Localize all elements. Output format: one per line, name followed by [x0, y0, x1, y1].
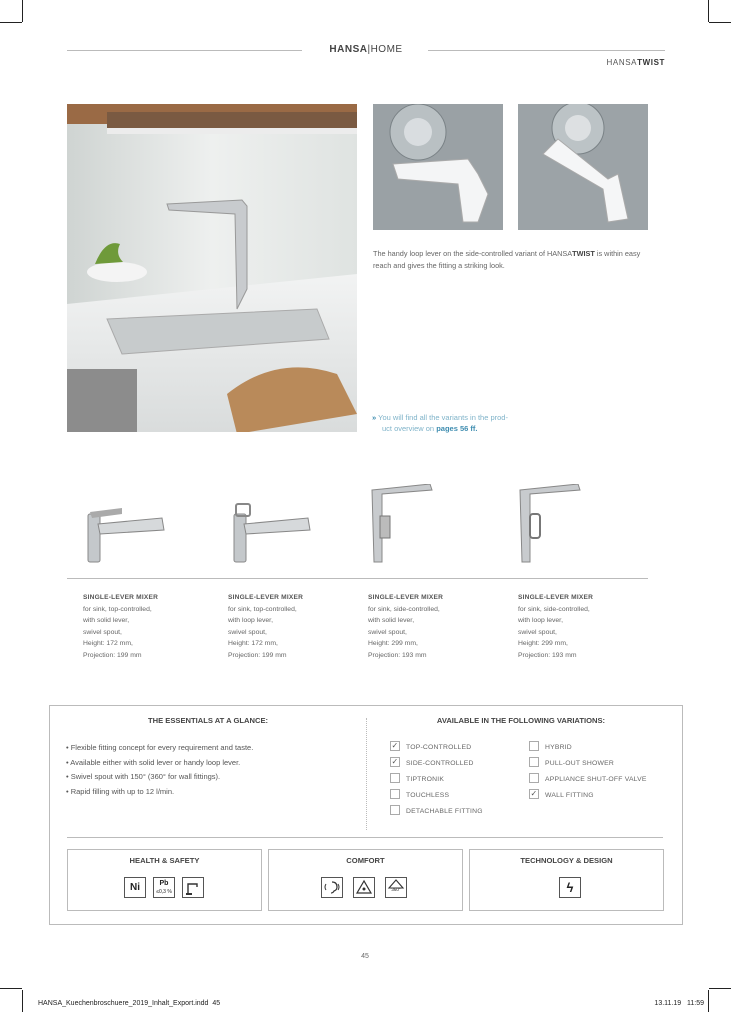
checkbox-empty-icon: [529, 757, 539, 767]
swivel-360-icon: 360°: [385, 877, 407, 898]
variants-overview-link[interactable]: » You will find all the variants in the prod- uct overview on pages 56 ff.: [372, 413, 508, 433]
checkbox-checked-icon: ✓: [530, 789, 538, 799]
product-description-4: SINGLE-LEVER MIXER for sink, side-controlled, with loop lever, swivel spout, Height: 299 mm, Projection: 193 mm: [518, 592, 638, 662]
product-image-2: [228, 500, 314, 564]
variations-heading: AVAILABLE IN THE FOLLOWING VARIATIONS:: [436, 716, 606, 725]
crop-mark: [709, 988, 731, 989]
health-safety-box: [67, 849, 262, 911]
crop-mark: [708, 990, 709, 1012]
lead-content-icon: Pb ≤0,3 %: [153, 877, 175, 898]
sound-insulation-icon: [321, 877, 343, 898]
variation-tiptronik: TIPTRONIK: [390, 774, 444, 786]
page-number: 45: [361, 953, 369, 960]
brand-logo: HANSA|HOME: [329, 44, 403, 55]
header-rule-right: [428, 50, 665, 51]
detail-photo-1: [373, 104, 503, 230]
technology-design-box: [469, 849, 664, 911]
essential-item: • Flexible fitting concept for every requirement and taste.: [66, 741, 253, 756]
photo-caption: The handy loop lever on the side-controlled variant of HANSATWIST is within easy reach and gives the fitting a striking look.: [373, 249, 641, 270]
variation-pull-out-shower: PULL-OUT SHOWER: [529, 758, 614, 770]
product-line-title: HANSATWIST: [606, 58, 665, 67]
checkbox-empty-icon: [390, 805, 400, 815]
comfort-box: [268, 849, 463, 911]
faucet-icon: [182, 877, 204, 898]
variation-wall-fitting: ✓ WALL FITTING: [530, 789, 594, 799]
variation-appliance-shut-off-valve: APPLIANCE SHUT-OFF VALVE: [529, 774, 647, 786]
nickel-free-icon: Ni: [124, 877, 146, 898]
product-title: SINGLE-LEVER MIXER: [518, 594, 594, 601]
detail-photo-2: [518, 104, 648, 230]
product-description-2: SINGLE-LEVER MIXER for sink, top-controlled, with loop lever, swivel spout, Height: 172 mm, Projection: 199 mm: [228, 592, 348, 662]
variation-touchless: TOUCHLESS: [390, 790, 449, 802]
essential-item: • Rapid filling with up to 12 l/min.: [66, 785, 253, 800]
essential-item: • Available either with solid lever or handy loop lever.: [66, 756, 253, 771]
box-divider: [67, 837, 663, 838]
health-safety-heading: HEALTH & SAFETY: [129, 856, 200, 865]
column-divider: [366, 718, 367, 830]
print-file-name: HANSA_Kuechenbroschuere_2019_Inhalt_Export.indd 45: [38, 1000, 221, 1007]
product-title: SINGLE-LEVER MIXER: [83, 594, 159, 601]
checkbox-empty-icon: [390, 789, 400, 799]
comfort-spray-icon: [353, 877, 375, 898]
products-rule: [67, 578, 648, 579]
checkbox-checked-icon: ✓: [391, 741, 399, 751]
variation-detachable-fitting: DETACHABLE FITTING: [390, 806, 483, 818]
product-image-3: [370, 484, 436, 564]
product-image-1: [82, 500, 168, 564]
crop-mark: [22, 0, 23, 22]
product-title: SINGLE-LEVER MIXER: [228, 594, 304, 601]
checkbox-checked-icon: ✓: [391, 757, 399, 767]
comfort-heading: COMFORT: [346, 856, 385, 865]
essentials-list: [66, 741, 253, 799]
checkbox-empty-icon: [529, 773, 539, 783]
lightning-icon: ϟ: [559, 877, 581, 898]
product-title: SINGLE-LEVER MIXER: [368, 594, 444, 601]
crop-mark: [22, 990, 23, 1012]
header-rule-left: [67, 50, 302, 51]
kitchen-photo: [67, 104, 357, 432]
technology-design-heading: TECHNOLOGY & DESIGN: [520, 856, 613, 865]
crop-mark: [0, 988, 22, 989]
crop-mark: [0, 22, 22, 23]
variation-hybrid: HYBRID: [529, 742, 572, 754]
product-description-3: SINGLE-LEVER MIXER for sink, side-controlled, with solid lever, swivel spout, Height: 299 mm, Projection: 193 mm: [368, 592, 488, 662]
print-timestamp: 13.11.19 11:59: [654, 1000, 704, 1007]
crop-mark: [709, 22, 731, 23]
crop-mark: [708, 0, 709, 22]
product-description-1: SINGLE-LEVER MIXER for sink, top-controlled, with solid lever, swivel spout, Height: 172 mm, Projection: 199 mm: [83, 592, 203, 662]
checkbox-empty-icon: [529, 741, 539, 751]
variation-side-controlled: ✓ SIDE-CONTROLLED: [391, 757, 474, 767]
product-image-4: [518, 484, 584, 564]
variation-top-controlled: ✓ TOP-CONTROLLED: [391, 741, 472, 751]
essentials-heading: THE ESSENTIALS AT A GLANCE:: [147, 716, 269, 725]
checkbox-empty-icon: [390, 773, 400, 783]
essential-item: • Swivel spout with 150° (360° for wall fittings).: [66, 770, 253, 785]
